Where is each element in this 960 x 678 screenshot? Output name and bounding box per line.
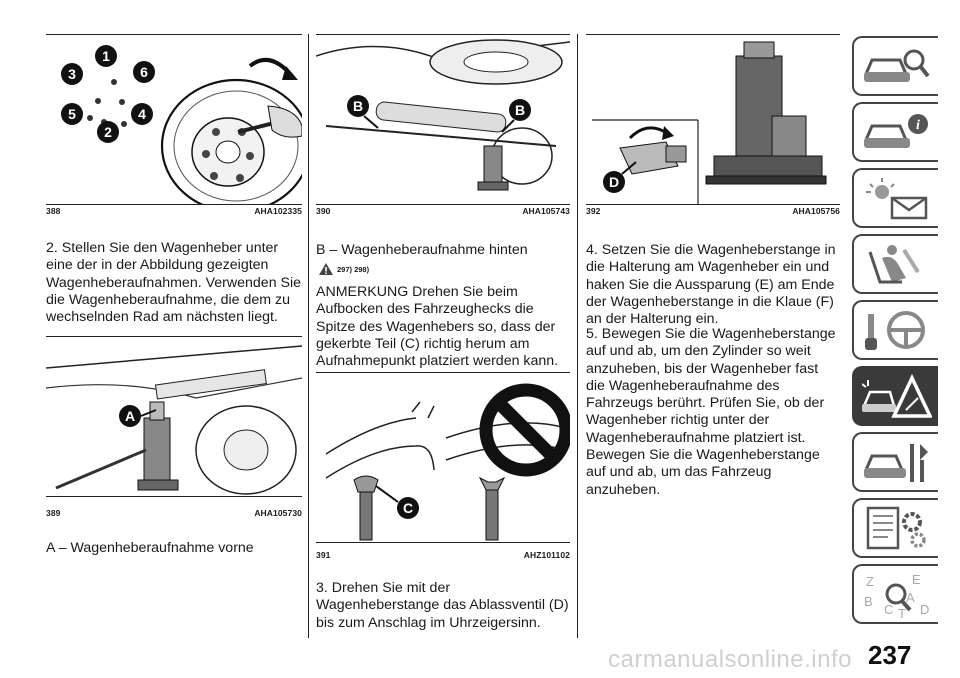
- callout-d: D: [608, 174, 620, 190]
- callout-c: C: [402, 500, 414, 516]
- column-divider: [577, 34, 578, 638]
- key-steering-wheel-icon: [862, 308, 932, 354]
- figure-388: [46, 36, 302, 216]
- svg-text:i: i: [916, 118, 920, 133]
- step-4-paragraph: 4. Setzen Sie die Wagenheberstange in die Halterung am Wagenheber ein und haken Sie die Aussparung (E) am Ende der Wagenheberstange in die Klaue (F) an der Halterung ein.: [586, 242, 836, 328]
- callout-3: 3: [68, 66, 76, 82]
- index-letter: B: [864, 594, 873, 609]
- step-5-paragraph: 5. Bewegen Sie die Wagenheberstange auf und ab, um den Zylinder so weit anzuheben, bis der Wagenheber fast die Wagenheberaufnahme des Fahrzeugs berührt. Prüfen Sie, ob der Wagenheber richtig unter der Wagenheberaufnahme platziert ist. Bewegen Sie die Wagenheberstange auf und ab, um das Fahrzeug anzuheben.: [586, 326, 836, 498]
- car-breakdown-warning-icon: [862, 374, 932, 420]
- column-divider: [308, 34, 309, 638]
- warning-lights-icon: [862, 176, 932, 222]
- figure-390: [316, 36, 570, 216]
- release-valve-illustration: [586, 36, 840, 205]
- watermark: carmanualsonline.info: [608, 646, 852, 673]
- section-tab-dashboard[interactable]: [852, 102, 938, 162]
- callout-b-left: B: [352, 98, 364, 114]
- section-tab-technical-data[interactable]: [852, 498, 938, 558]
- alphabetical-index-icon: [862, 572, 932, 618]
- car-service-tools-icon: [862, 440, 932, 486]
- step-2-paragraph: 2. Stellen Sie den Wagenheber unter eine der in der Abbildung gezeigten Wagenheberaufnahmen. Verwenden Sie die Wagenheberaufnahme, die dem zu wechselnden Rad am nächsten liegt.: [46, 240, 302, 326]
- figure-code: AHA102335: [254, 206, 302, 216]
- figure-top-rule: [316, 34, 570, 35]
- callout-5: 5: [68, 106, 76, 122]
- figure-number: 388: [46, 206, 61, 216]
- rear-jack-point-illustration: [316, 36, 570, 205]
- section-tab-maintenance[interactable]: [852, 432, 938, 492]
- figure-top-rule: [46, 34, 302, 35]
- figure-number: 389: [46, 508, 61, 518]
- car-search-icon: [862, 44, 932, 90]
- callout-6: 6: [140, 64, 148, 80]
- callout-2: 2: [104, 124, 112, 140]
- specifications-gears-icon: [862, 506, 932, 552]
- figure-top-rule: [46, 336, 302, 337]
- warning-reference: [318, 262, 369, 276]
- figure-389: [46, 338, 302, 518]
- figure-code: AHZ101102: [523, 550, 570, 560]
- figure-code: AHA105756: [792, 206, 840, 216]
- car-info-icon: [862, 110, 932, 156]
- figure-392: [586, 36, 840, 216]
- callout-b-right: B: [514, 102, 526, 118]
- index-letter: Z: [866, 574, 874, 589]
- front-jack-point-illustration: [46, 338, 302, 497]
- wheel-nut-sequence-illustration: [46, 36, 302, 205]
- section-tab-warning-lights[interactable]: [852, 168, 938, 228]
- figure-top-rule: [586, 34, 840, 35]
- index-letter: T: [898, 606, 906, 618]
- airbag-seat-icon: [862, 242, 932, 288]
- note-paragraph: ANMERKUNG Drehen Sie beim Aufbocken des Fahrzeughecks die Spitze des Wagenhebers so, dass der gekerbte Teil (C) richtig herum am Aufnahmepunkt platziert werden kann.: [316, 284, 559, 370]
- warning-triangle-icon: [318, 262, 334, 276]
- page-number: 237: [868, 640, 912, 670]
- figure-code: AHA105730: [254, 508, 302, 518]
- section-tab-index[interactable]: [852, 564, 938, 624]
- figure-391: [316, 374, 570, 564]
- caption-rear-jack-point: B – Wagenheberaufnahme hinten: [316, 242, 528, 258]
- section-tab-starting-driving[interactable]: [852, 300, 938, 360]
- section-tab-vehicle-overview[interactable]: [852, 36, 938, 96]
- figure-number: 391: [316, 550, 331, 560]
- figure-number: 392: [586, 206, 601, 216]
- index-letter: E: [912, 572, 921, 587]
- callout-4: 4: [138, 106, 146, 122]
- figure-top-rule: [316, 372, 570, 373]
- figure-code: AHA105743: [522, 206, 570, 216]
- section-tab-safety[interactable]: [852, 234, 938, 294]
- section-tab-emergency[interactable]: [852, 366, 938, 426]
- figure-number: 390: [316, 206, 331, 216]
- index-letter: C: [884, 602, 894, 617]
- index-letter: A: [906, 590, 915, 605]
- caption-front-jack-point: A – Wagenheberaufnahme vorne: [46, 540, 254, 556]
- jack-orientation-illustration: [316, 374, 570, 543]
- callout-1: 1: [102, 48, 110, 64]
- step-3-paragraph: 3. Drehen Sie mit der Wagenheberstange das Ablassventil (D) bis zum Anschlag im Uhrzeigersinn.: [316, 580, 569, 631]
- callout-a: A: [124, 408, 136, 424]
- warning-reference-numbers: 297) 298): [337, 264, 370, 274]
- index-letter: D: [920, 602, 930, 617]
